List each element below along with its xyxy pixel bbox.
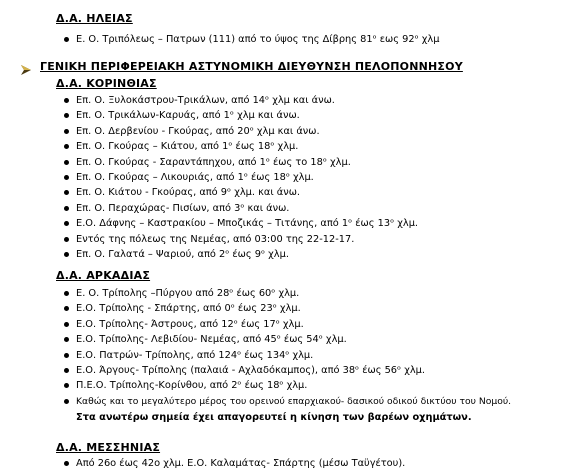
messinia-heading: Δ.Α. ΜΕΣΣΗΝΙΑΣ: [56, 441, 161, 454]
bullet-icon: [64, 190, 69, 195]
list-item: Επ. Ο. Γκούρας – Κιάτου, από 1ᵒ έως 18ᵒ χλμ.: [64, 139, 418, 154]
bullet-icon: [64, 399, 69, 404]
bullet-icon: [64, 175, 69, 180]
heavy-vehicles-note: Στα ανωτέρω σημεία έχει απαγορευτεί η κίνηση των βαρέων οχημάτων.: [76, 412, 472, 423]
arkadia-list: [64, 286, 511, 409]
bullet-icon: [64, 160, 69, 165]
korinthia-heading: Δ.Α. ΚΟΡΙΝΘΙΑΣ: [56, 77, 157, 90]
arrow-bullet-icon: [20, 61, 32, 73]
list-item: Ε. Ο. Τριπόλεως – Πατρων (111) από το ύψος της Δίβρης 81ᵒ εως 92ᵒ χλμ: [64, 32, 439, 47]
main-heading: [20, 60, 463, 73]
list-item: Επ. Ο. Ξυλοκάστρου-Τρικάλων, από 14ᵒ χλμ και άνω.: [64, 93, 418, 108]
list-item: Ε.Ο. Τρίπολης- Άστρους, από 12ᵒ έως 17ᵒ χλμ.: [64, 317, 511, 332]
list-item: Ε.Ο. Δάφνης – Καστρακίου – Μποζικάς – Τιτάνης, από 1ᵒ έως 13ᵒ χλμ.: [64, 216, 418, 231]
bullet-icon: [64, 291, 69, 296]
bullet-icon: [64, 98, 69, 103]
list-item: Επ. Ο. Δερβενίου - Γκούρας, από 20ᵒ χλμ και άνω.: [64, 124, 418, 139]
bullet-icon: [64, 353, 69, 358]
bullet-icon: [64, 37, 69, 42]
list-item: Επ. Ο. Γαλατά – Ψαριού, από 2ᵒ έως 9ᵒ χλμ.: [64, 247, 418, 262]
list-item: Επ. Ο. Κιάτου - Γκούρας, από 9ᵒ χλμ. και άνω.: [64, 185, 418, 200]
messinia-list: [64, 456, 405, 471]
list-item: Π.Ε.Ο. Τρίπολης-Κορίνθου, από 2ᵒ έως 18ᵒ χλμ.: [64, 378, 511, 393]
list-item: Ε.Ο. Τρίπολης - Σπάρτης, από 0ᵒ έως 23ᵒ χλμ.: [64, 301, 511, 316]
list-item: Ε.Ο. Πατρών- Τρίπολης, από 124ᵒ έως 134ᵒ χλμ.: [64, 348, 511, 363]
bullet-icon: [64, 221, 69, 226]
list-item: Ε. Ο. Τρίπολης –Πύργου από 28ᵒ έως 60ᵒ χλμ.: [64, 286, 511, 301]
bullet-icon: [64, 144, 69, 149]
list-item: Επ. Ο. Γκούρας - Σαραντάπηχου, από 1ᵒ έως το 18ᵒ χλμ.: [64, 155, 418, 170]
bullet-icon: [64, 461, 69, 466]
korinthia-list: [64, 93, 418, 262]
list-item: Καθώς και το μεγαλύτερο μέρος του ορεινού επαρχιακού- δασικού οδικού δικτύου του Νομού.: [64, 394, 511, 409]
bullet-icon: [64, 252, 69, 257]
main-heading-label: ΓΕΝΙΚΗ ΠΕΡΙΦΕΡΕΙΑΚΗ ΑΣΤΥΝΟΜΙΚΗ ΔΙΕΥΘΥΝΣΗ ΠΕΛΟΠΟΝΝΗΣΟΥ: [40, 60, 463, 73]
ilias-list: [64, 32, 439, 47]
bullet-icon: [64, 337, 69, 342]
ilias-heading: Δ.Α. ΗΛΕΙΑΣ: [56, 12, 133, 25]
bullet-icon: [64, 322, 69, 327]
bullet-icon: [64, 206, 69, 211]
list-item: Ε.Ο. Άργους- Τρίπολης (παλαιά - Αχλαδόκαμπος), από 38ᵒ έως 56ᵒ χλμ.: [64, 363, 511, 378]
bullet-icon: [64, 383, 69, 388]
list-item: Ε.Ο. Τρίπολης- Λεβιδίου- Νεμέας, από 45ᵒ έως 54ᵒ χλμ.: [64, 332, 511, 347]
list-item: Εντός της πόλεως της Νεμέας, από 03:00 της 22-12-17.: [64, 232, 418, 247]
bullet-icon: [64, 129, 69, 134]
bullet-icon: [64, 368, 69, 373]
arkadia-heading: Δ.Α. ΑΡΚΑΔΙΑΣ: [56, 269, 151, 282]
bullet-icon: [64, 306, 69, 311]
list-item: Επ. Ο. Τρικάλων-Καρυάς, από 1ᵒ χλμ και άνω.: [64, 108, 418, 123]
bullet-icon: [64, 237, 69, 242]
list-item: Επ. Ο. Γκούρας – Λικουριάς, από 1ᵒ έως 18ᵒ χλμ.: [64, 170, 418, 185]
list-item: Από 26ο έως 42ο χλμ. Ε.Ο. Καλαμάτας- Σπάρτης (μέσω Ταϋγέτου).: [64, 456, 405, 471]
list-item: Επ. Ο. Περαχώρας- Πισίων, από 3ᵒ και άνω.: [64, 201, 418, 216]
bullet-icon: [64, 113, 69, 118]
